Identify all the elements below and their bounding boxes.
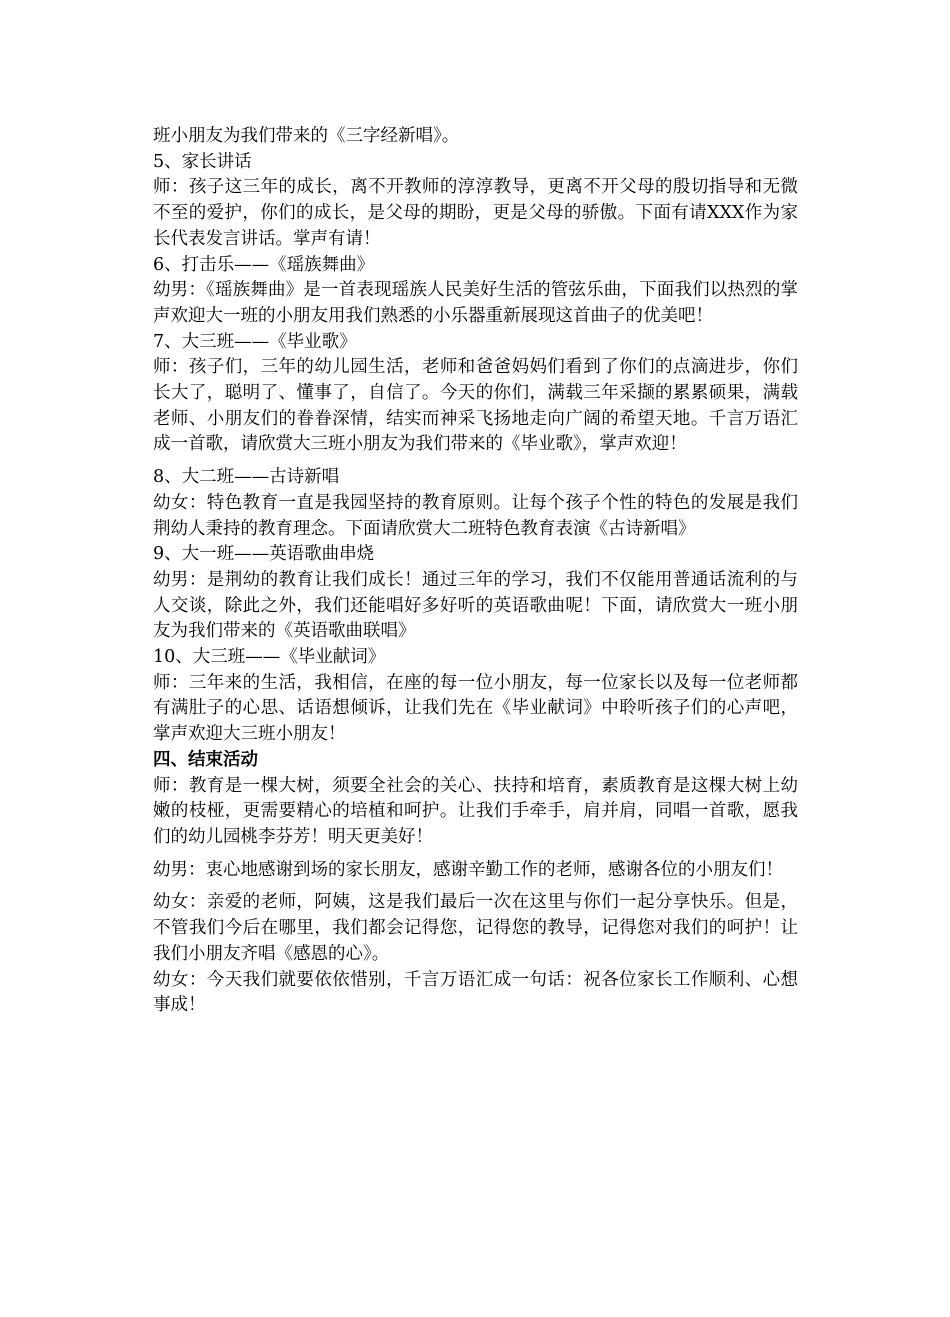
paragraph-percussion: 幼男：《瑶族舞曲》是一首表现瑶族人民美好生活的管弦乐曲，下面我们以热烈的掌声欢迎大一班的小朋友用我们熟悉的小乐器重新展现这首曲子的优美吧！ bbox=[153, 280, 798, 326]
paragraph-closing-girl: 幼女：亲爱的老师，阿姨，这是我们最后一次在这里与你们一起分享快乐。但是，不管我们今后在哪里，我们都会记得您，记得您的教导，记得您对我们的呵护！让我们小朋友齐唱《感恩的心》。 bbox=[153, 892, 798, 964]
paragraph-english-songs: 幼男：是荆幼的教育让我们成长！通过三年的学习，我们不仅能用普通话流利的与人交谈，除此之外，我们还能唱好多好听的英语歌曲呢！下面，请欣赏大一班小朋友为我们带来的《英语歌曲联唱》 bbox=[153, 569, 798, 642]
item-heading-9: 9、大一班——英语歌曲串烧 bbox=[153, 544, 375, 565]
paragraph-closing-teacher: 师：教育是一棵大树，须要全社会的关心、扶持和培育，素质教育是这棵大树上幼嫩的枝桠，更需要精心的培植和呵护。让我们手牵手，肩并肩，同唱一首歌，愿我们的幼儿园桃李芬芳！明天更美好！ bbox=[153, 775, 798, 847]
item-heading-8: 8、大二班——古诗新唱 bbox=[153, 467, 340, 488]
paragraph-continuation: 班小朋友为我们带来的《三字经新唱》。 bbox=[153, 126, 460, 146]
paragraph-poetry: 幼女：特色教育一直是我园坚持的教育原则。让每个孩子个性的特色的发展是我们荆幼人秉持的教育理念。下面请欣赏大二班特色教育表演《古诗新唱》 bbox=[153, 492, 798, 539]
document-page bbox=[153, 124, 798, 1019]
item-heading-7: 7、大三班——《毕业歌》 bbox=[153, 331, 357, 352]
item-heading-6: 6、打击乐——《瑶族舞曲》 bbox=[153, 254, 375, 275]
paragraph-graduation-speech: 师：三年来的生活，我相信，在座的每一位小朋友，每一位家长以及每一位老师都有满肚子的心思、话语想倾诉，让我们先在《毕业献词》中聆听孩子们的心声吧，掌声欢迎大三班小朋友！ bbox=[153, 672, 798, 745]
paragraph-graduation-song: 师：孩子们，三年的幼儿园生活，老师和爸爸妈妈们看到了你们的点滴进步，你们长大了，聪明了、懂事了，自信了。今天的你们，满载三年采撷的累累硕果，满载老师、小朋友们的眷眷深情，结实而神采飞扬地走向广阔的希望天地。千言万语汇成一首歌，请欣赏大三班小朋友为我们带来的《毕业歌》，掌声欢迎！ bbox=[153, 357, 798, 455]
paragraph-parent-speech: 师：孩子这三年的成长，离不开教师的淳淳教导，更离不开父母的殷切指导和无微不至的爱护，你们的成长，是父母的期盼，更是父母的骄傲。下面有请XXX作为家长代表发言讲话。掌声有请！ bbox=[153, 177, 798, 249]
section-heading-closing: 四、结束活动 bbox=[153, 749, 258, 770]
item-heading-5: 5、家长讲话 bbox=[153, 151, 252, 172]
paragraph-farewell: 幼女：今天我们就要依依惜别，千言万语汇成一句话：祝各位家长工作顺利、心想事成！ bbox=[153, 969, 798, 1016]
item-heading-10: 10、大三班——《毕业献词》 bbox=[153, 647, 386, 668]
paragraph-closing-boy: 幼男：衷心地感谢到场的家长朋友，感谢辛勤工作的老师，感谢各位的小朋友们！ bbox=[153, 859, 783, 880]
